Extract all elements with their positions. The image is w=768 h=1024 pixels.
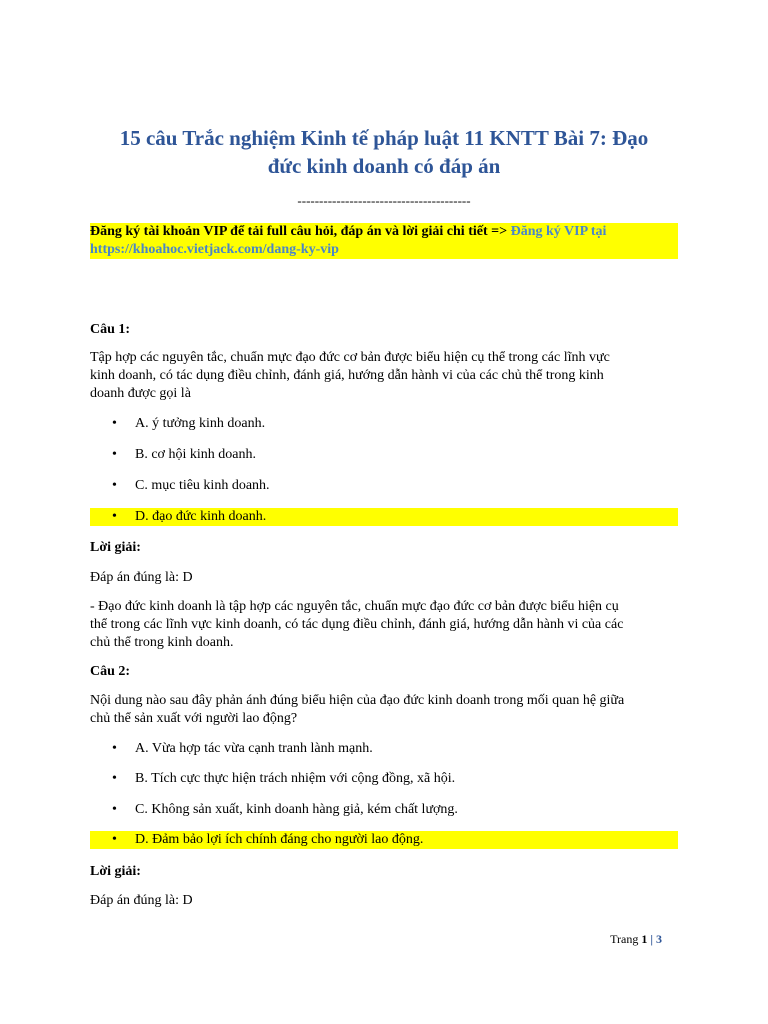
question-2-text: [90, 692, 678, 728]
bullet-icon: •: [112, 509, 117, 524]
question-2-heading: Câu 2:: [90, 664, 131, 679]
explanation-line: - Đạo đức kinh doanh là tập hợp các nguyên tắc, chuẩn mực đạo đức cơ bản được biểu hiện cụ: [90, 599, 619, 614]
question-1-option-b: [90, 446, 678, 464]
title-line-2: đức kinh doanh có đáp án: [267, 154, 501, 178]
option-label: B. cơ hội kinh doanh.: [135, 447, 256, 462]
explanation-line: thể trong các lĩnh vực kinh doanh, có tác dụng điều chỉnh, đánh giá, hướng dẫn hành vi của các: [90, 617, 624, 632]
question-1-option-d-correct: [90, 508, 678, 526]
question-1-option-c: [90, 477, 678, 495]
vip-line-1: [90, 223, 678, 241]
explanation-line: chủ thể trong kinh doanh.: [90, 635, 234, 650]
option-label: A. Vừa hợp tác vừa cạnh tranh lành mạnh.: [135, 741, 373, 756]
vip-url-link[interactable]: https://khoahoc.vietjack.com/dang-ky-vip: [90, 242, 339, 257]
question-1-heading: Câu 1:: [90, 322, 131, 337]
question-2-line: chủ thể sản xuất với người lao động?: [90, 711, 298, 726]
option-label: D. đạo đức kinh doanh.: [135, 509, 267, 524]
question-1-line: doanh được gọi là: [90, 386, 191, 401]
question-1-answer: Đáp án đúng là: D: [90, 570, 193, 585]
question-1-solution-heading: Lời giải:: [90, 540, 141, 555]
bullet-icon: •: [112, 802, 117, 817]
question-2-option-d-correct: [90, 831, 678, 849]
question-2-option-b: [90, 770, 678, 788]
option-label: B. Tích cực thực hiện trách nhiệm với cộng đồng, xã hội.: [135, 771, 456, 786]
vip-text: Đăng ký tài khoản VIP để tải full câu hỏi, đáp án và lời giải chi tiết =>: [90, 224, 511, 239]
vip-banner: [90, 223, 678, 259]
question-1-line: kinh doanh, có tác dụng điều chỉnh, đánh giá, hướng dẫn hành vi của các chủ thể trong kinh: [90, 368, 604, 383]
option-label: A. ý tưởng kinh doanh.: [135, 416, 266, 431]
footer-separator: |: [647, 932, 656, 946]
bullet-icon: •: [112, 478, 117, 493]
bullet-icon: •: [112, 832, 117, 847]
question-1-line: Tập hợp các nguyên tắc, chuẩn mực đạo đức cơ bản được biểu hiện cụ thể trong các lĩnh vực: [90, 350, 610, 365]
question-2-line: Nội dung nào sau đây phản ánh đúng biểu hiện của đạo đức kinh doanh trong mối quan hệ giữa: [90, 693, 625, 708]
footer-total-pages: 3: [656, 932, 662, 946]
vip-link[interactable]: Đăng ký VIP tại: [510, 224, 607, 239]
option-label: D. Đảm bảo lợi ích chính đáng cho người lao động.: [135, 832, 424, 847]
option-label: C. Không sản xuất, kinh doanh hàng giả, kém chất lượng.: [135, 802, 458, 817]
question-2-solution-heading: Lời giải:: [90, 864, 141, 879]
question-1-explanation: [90, 598, 678, 652]
bullet-icon: •: [112, 416, 117, 431]
bullet-icon: •: [112, 741, 117, 756]
bullet-icon: •: [112, 447, 117, 462]
question-2-answer: Đáp án đúng là: D: [90, 893, 193, 908]
option-label: C. mục tiêu kinh doanh.: [135, 478, 270, 493]
document-title: [90, 124, 678, 180]
title-line-1: 15 câu Trắc nghiệm Kinh tế pháp luật 11 KNTT Bài 7: Đạo: [119, 126, 649, 150]
question-2-option-c: [90, 801, 678, 819]
question-1-option-a: [90, 415, 678, 433]
question-2-option-a: [90, 740, 678, 758]
page-footer: [610, 931, 662, 947]
footer-label: Trang: [610, 932, 642, 946]
divider-line: ----------------------------------------: [297, 193, 471, 208]
question-1-text: [90, 349, 678, 403]
footer-page-number: 1: [641, 932, 648, 946]
bullet-icon: •: [112, 771, 117, 786]
